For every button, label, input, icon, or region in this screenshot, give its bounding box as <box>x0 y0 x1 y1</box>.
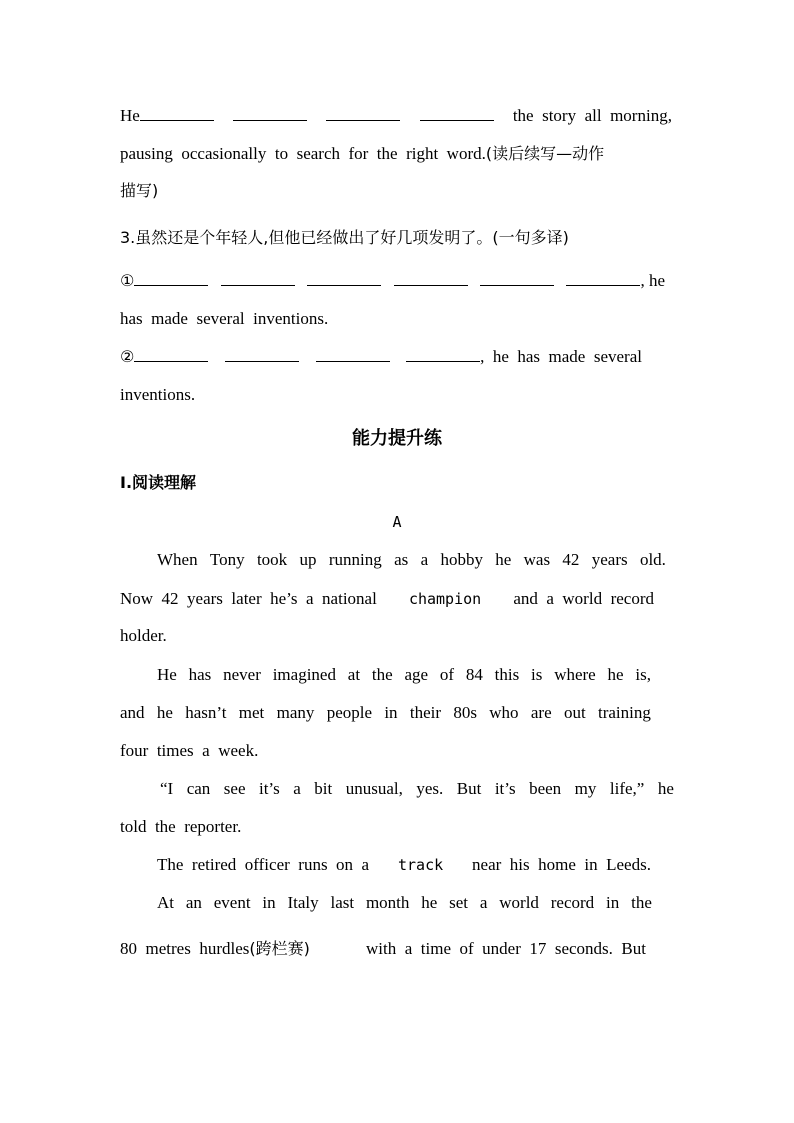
passage-word: hasn’t <box>185 703 227 722</box>
passage-word: took <box>256 550 288 569</box>
passage-word: my <box>574 779 597 798</box>
passage-word: running <box>328 550 382 569</box>
passage-word: imagined <box>272 665 336 684</box>
answer-blank[interactable] <box>134 346 208 362</box>
answer-blank[interactable] <box>566 270 640 286</box>
passage-word: 84 <box>465 665 483 684</box>
passage-word: set <box>449 893 469 912</box>
passage-p5-line2: 80 metres hurdles(跨栏赛) with a time of under 17 seconds. But <box>120 939 646 958</box>
passage-word: it’s <box>494 779 516 798</box>
answer-blank[interactable] <box>140 105 214 121</box>
passage-word: been <box>529 779 562 798</box>
passage-word: are <box>530 703 552 722</box>
line-start-text: He <box>120 106 140 125</box>
answer-blank[interactable] <box>326 105 400 121</box>
exercise2-line1 <box>120 105 672 127</box>
passage-word: was <box>523 550 551 569</box>
passage-word: can <box>186 779 211 798</box>
passage-p5-line1 <box>157 892 652 914</box>
passage-word: last <box>330 893 355 912</box>
passage-word: of <box>439 665 455 684</box>
passage-word: met <box>238 703 265 722</box>
passage-word: years <box>591 550 628 569</box>
passage-word: this <box>494 665 520 684</box>
passage-word: a <box>293 779 301 798</box>
passage-word: bit <box>314 779 333 798</box>
passage-label: A <box>392 513 402 531</box>
answer-blank[interactable] <box>221 270 295 286</box>
answer-blank[interactable] <box>316 346 390 362</box>
part-label: Ⅰ.阅读理解 <box>120 473 197 492</box>
passage-p2-line2 <box>120 702 651 724</box>
passage-word: training <box>598 703 651 722</box>
passage-word: the <box>371 665 393 684</box>
passage-word: a <box>479 893 488 912</box>
answer-blank[interactable] <box>134 270 208 286</box>
passage-word: old. <box>639 550 666 569</box>
exercise3-prompt: 3.虽然还是个年轻人,但他已经做出了好几项发明了。(一句多译) <box>120 228 569 247</box>
answer-blank[interactable] <box>406 346 480 362</box>
section-title: 能力提升练 <box>352 428 442 449</box>
passage-word: a <box>420 550 429 569</box>
answer-blank[interactable] <box>225 346 299 362</box>
passage-word: unusual, <box>345 779 403 798</box>
passage-word: hobby <box>440 550 483 569</box>
passage-word: people <box>326 703 373 722</box>
passage-p3-line1 <box>160 778 674 800</box>
answer-blank[interactable] <box>307 270 381 286</box>
passage-word: in <box>262 893 276 912</box>
exercise2-line3: 描写) <box>120 181 159 200</box>
passage-word: out <box>563 703 586 722</box>
passage-word: many <box>276 703 315 722</box>
passage-p2-line1 <box>157 664 651 686</box>
exercise3-option2-cont: inventions. <box>120 385 196 404</box>
passage-p1-line2: Now 42 years later he’s a national champion and a world record <box>120 589 654 608</box>
passage-word: 80s <box>453 703 477 722</box>
passage-word: At <box>157 893 174 912</box>
passage-word: But <box>456 779 482 798</box>
passage-word: the <box>631 893 652 912</box>
exercise3-option1: ① , he <box>120 271 665 290</box>
passage-word: is <box>531 665 543 684</box>
passage-word: Italy <box>287 893 319 912</box>
passage-word: an <box>185 893 202 912</box>
passage-word: where <box>554 665 596 684</box>
passage-word: at <box>347 665 361 684</box>
exercise3-option1-cont: has made several inventions. <box>120 309 329 328</box>
passage-word: world <box>499 893 539 912</box>
passage-word: their <box>409 703 442 722</box>
passage-p2-line3: four times a week. <box>120 741 259 760</box>
passage-p3-line2: told the reporter. <box>120 817 242 836</box>
passage-p1-line3: holder. <box>120 626 167 645</box>
passage-word: record <box>550 893 595 912</box>
passage-word: has <box>188 665 212 684</box>
passage-word: never <box>223 665 261 684</box>
passage-word: in <box>384 703 398 722</box>
passage-word: Tony <box>209 550 245 569</box>
exercise3-option2: ② , he has made several <box>120 347 642 366</box>
passage-word: life,” <box>609 779 645 798</box>
passage-word: he <box>495 550 512 569</box>
passage-word: age <box>404 665 429 684</box>
answer-blank[interactable] <box>420 105 494 121</box>
answer-blank[interactable] <box>394 270 468 286</box>
answer-blank[interactable] <box>480 270 554 286</box>
passage-word: When <box>157 550 198 569</box>
passage-word: is, <box>635 665 651 684</box>
answer-blank[interactable] <box>233 105 307 121</box>
passage-word: it’s <box>258 779 280 798</box>
passage-word: event <box>213 893 251 912</box>
line-end-text: the story all morning, <box>512 106 672 125</box>
passage-word: up <box>299 550 317 569</box>
passage-word: yes. <box>416 779 444 798</box>
passage-word: 42 <box>562 550 580 569</box>
passage-word: as <box>394 550 409 569</box>
passage-word: see <box>223 779 246 798</box>
passage-word: he <box>607 665 624 684</box>
passage-word: in <box>606 893 620 912</box>
passage-word: month <box>365 893 410 912</box>
passage-word: he <box>421 893 438 912</box>
passage-word: he <box>657 779 674 798</box>
passage-p4-line1: The retired officer runs on a track near his home in Leeds. <box>157 855 651 874</box>
passage-word: who <box>489 703 519 722</box>
passage-word: He <box>157 665 177 684</box>
passage-p1-line1 <box>157 549 666 571</box>
passage-word: “I <box>160 779 174 798</box>
passage-word: and <box>120 703 145 722</box>
passage-word: he <box>156 703 173 722</box>
exercise2-line2: pausing occasionally to search for the right word.(读后续写—动作 <box>120 144 605 163</box>
